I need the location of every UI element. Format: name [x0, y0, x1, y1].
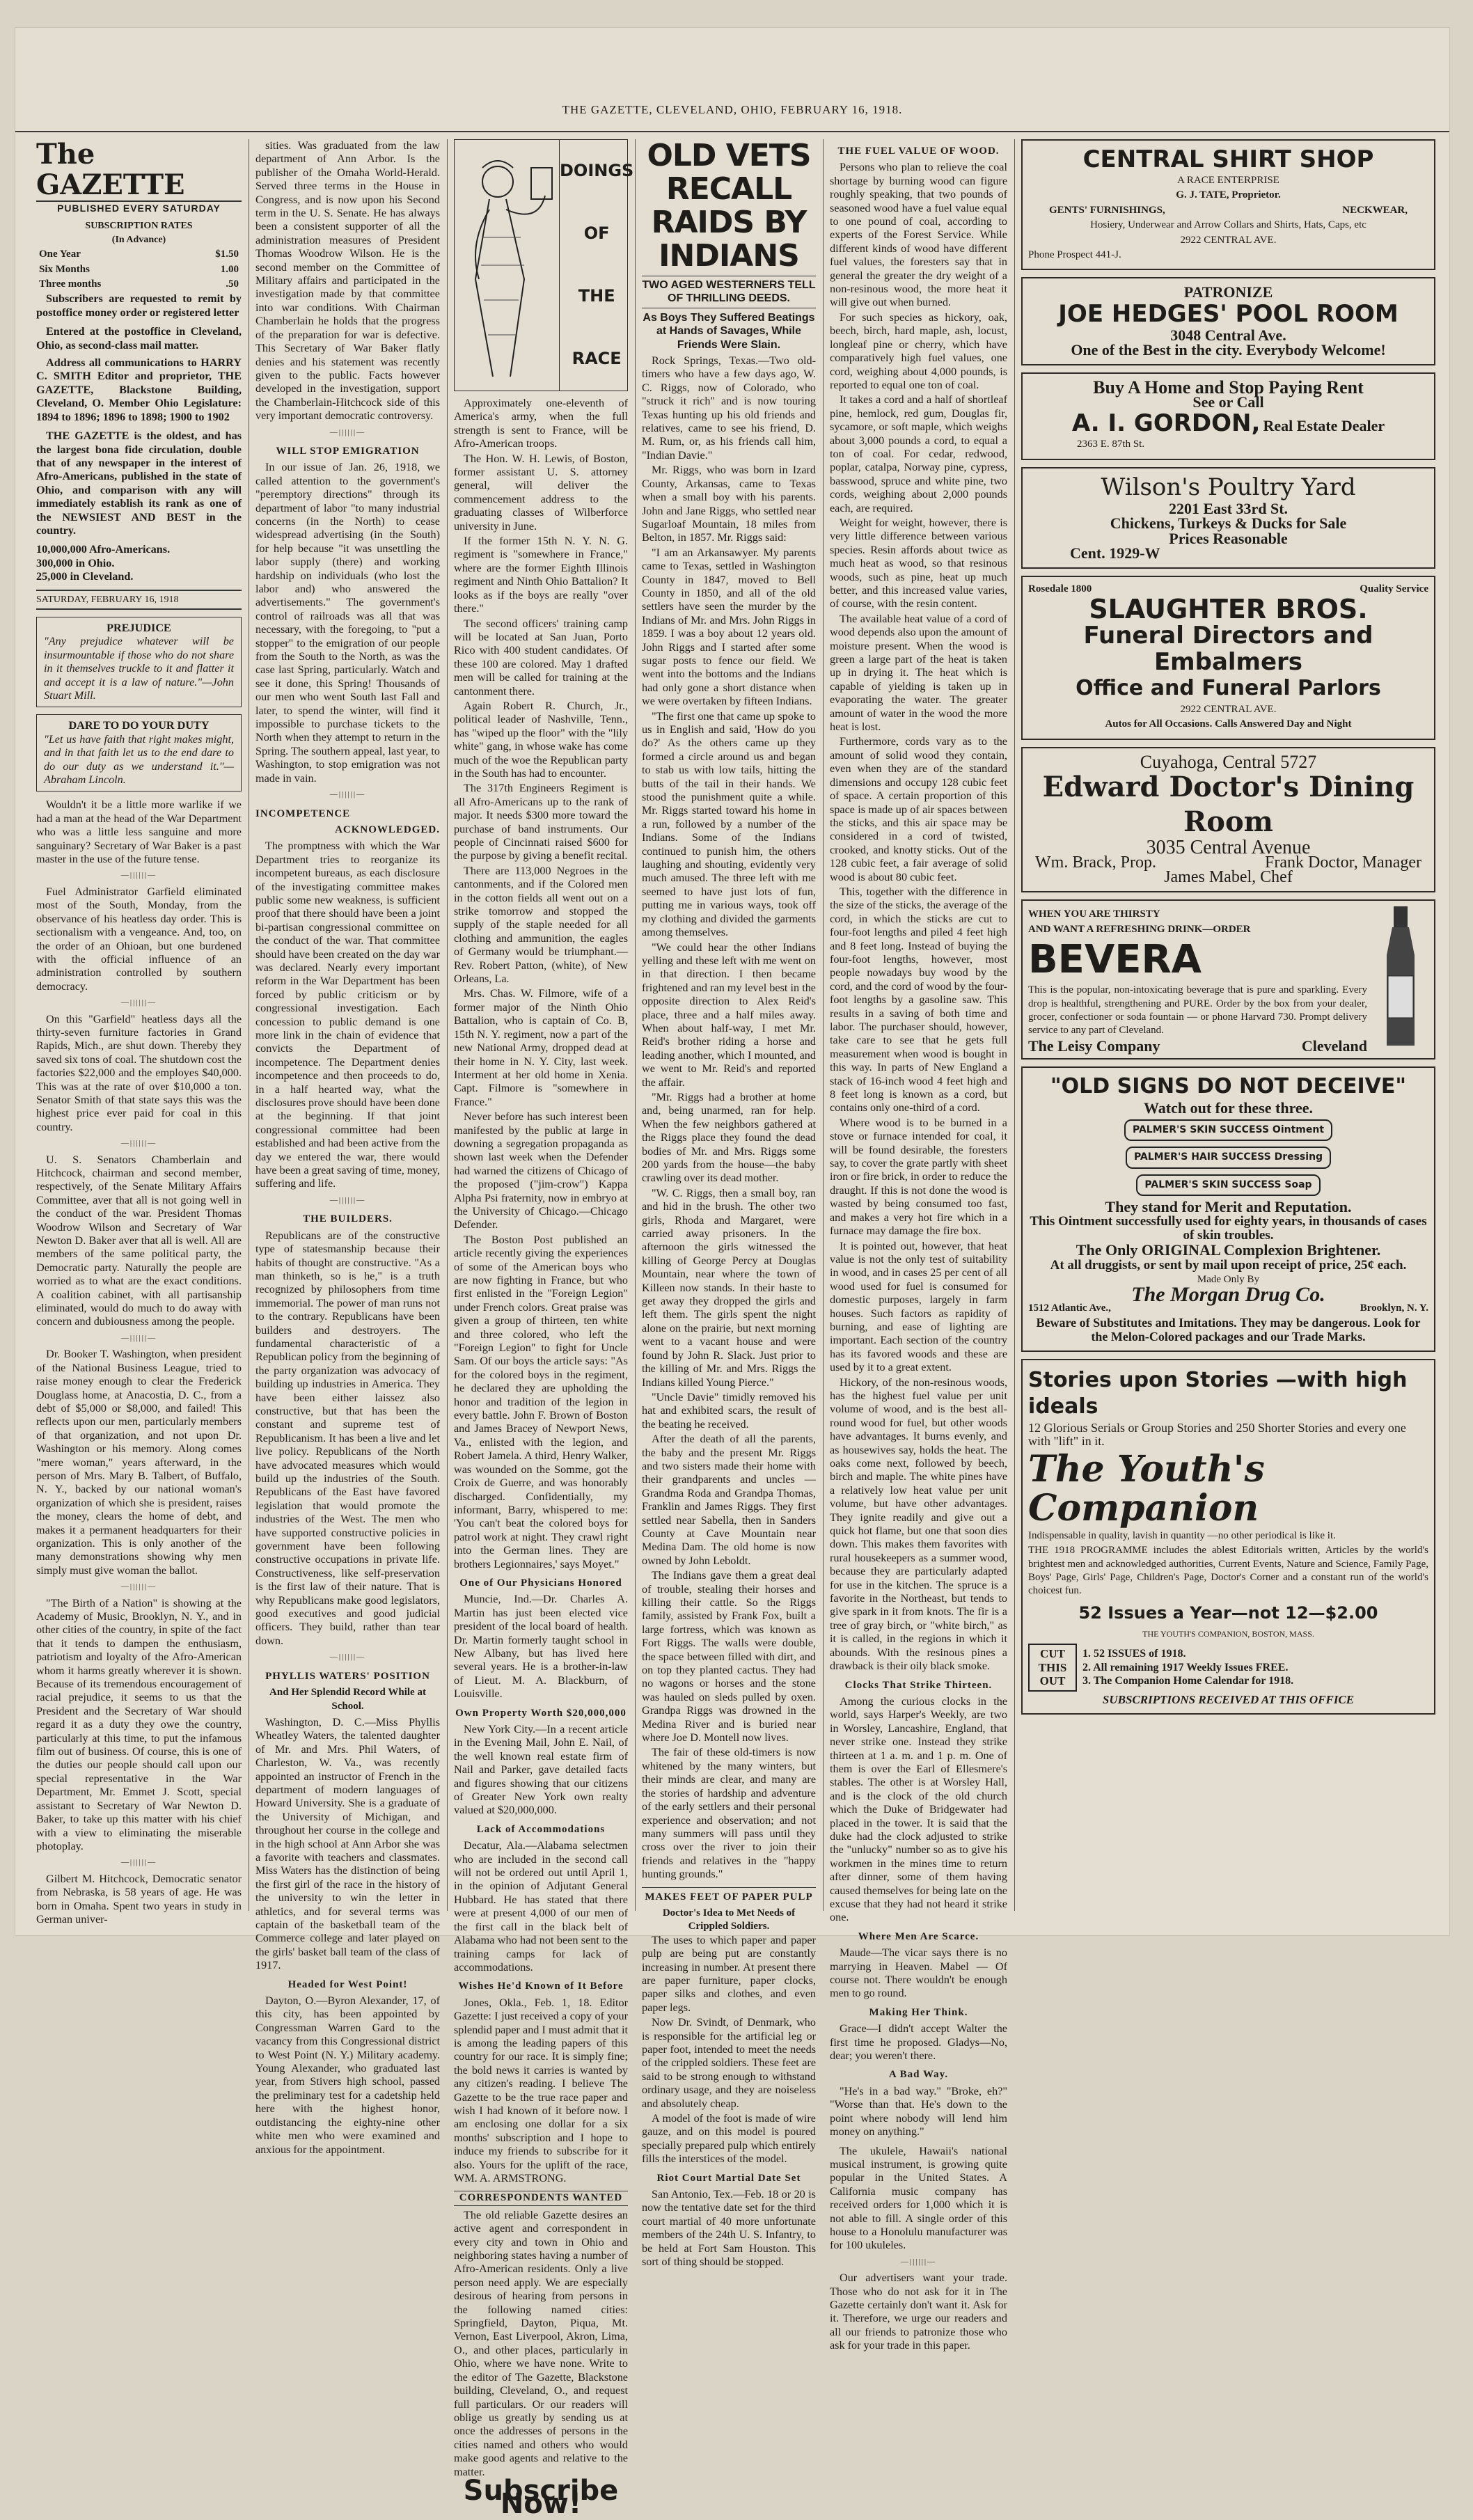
column-rule	[1014, 139, 1015, 1911]
youths-maker: THE YOUTH'S COMPANION, BOSTON, MASS.	[1142, 1628, 1314, 1639]
doctor-line: 3035 Central Avenue	[1146, 837, 1311, 859]
remit-notice: Subscribers are requested to remit by postoffice money order or registered letter	[36, 292, 242, 319]
palmers-products	[1028, 1117, 1428, 1199]
column-2	[255, 139, 440, 2156]
oldsigns-line: Beware of Substitutes and Imitations. They may be dangerous. Look for the Melon-Colored packages and our Trade Marks.	[1036, 1316, 1421, 1344]
youths-companion-ad	[1021, 1359, 1435, 1715]
wilson-line: 2201 East 33rd St.	[1168, 499, 1289, 517]
oldsigns-line: They stand for Merit and Reputation.	[1105, 1197, 1352, 1215]
prejudice-text: "Any prejudice whatever will be insurmountable if those who do not share in it themselves truckle to it and flatter it and accept it is a law of nature."—John Stuart Mill.	[44, 635, 234, 702]
doings-word: RACE	[572, 349, 622, 369]
oldvets-paragraph: The Indians gave them a great deal of trouble, stealing their horses and killing their cattle. So the Riggs family, assisted by Frank Fox, built a large fortress, which was known as Fort Riggs. The walls were double, the space between filled with dirt, and on top they planted cactus. They had no wagons or horses and the stone was hauled on sleds pulled by oxen. Grandpa Riggs was drowned in the Medina River and is buried near where Joe D. Montell now lives.	[642, 1569, 816, 1745]
edward-doctor-dining-ad	[1021, 747, 1435, 893]
correspondents-text: The old reliable Gazette desires an active agent and correspondent in every city and town in Ohio and neighboring states having a number of Afro-American residents. Only a live person need apply. We are especially desirous of hearing from persons in the following named cities: Springfield, Dayton, Piqua, Mt. Vernon, East Liverpool, Akron, Lima, O., and other places, particularly in Ohio, where we have none. Write to the editor of The Gazette, Blackstone building, Cleveland, O., and request full particulars. Or our readers will oblige us greatly by sending us at once the addresses of persons in the cities named and others who would make good agents and relative to the matter.	[454, 2208, 628, 2478]
figure-illustration	[455, 140, 560, 391]
central-line: Phone Prospect 441-J.	[1028, 249, 1121, 261]
oldvets-deck: As Boys They Suffered Beatings at Hands of Savages, While Friends Were Slain.	[643, 311, 815, 351]
column-rule	[447, 139, 448, 1911]
hedges-line: One of the Best in the city. Everybody Welcome!	[1071, 341, 1386, 359]
race-note: The second officers' training camp will be located at San Juan, Porto Rico with 400 student candidates. Of these 100 are colored. May 1 drafted men will be called for training at the cantonment there.	[454, 617, 628, 698]
race-note: Mrs. Chas. W. Filmore, wife of a former major of the Ninth Ohio Battalion, who is captain of Co. B, 15th N. Y. regiment, now a part of the new National Army, dropped dead at their home in N. Y. City, last week. Interment at her old home in Xenia. Capt. Filmore is "somewhere in France."	[454, 987, 628, 1108]
menscarce-title: Where Men Are Scarce.	[858, 1930, 979, 1942]
bottle-icon	[1373, 906, 1428, 1053]
issue-date: SATURDAY, FEBRUARY 16, 1918	[36, 590, 242, 610]
offer-item: 3. The Companion Home Calendar for 1918.	[1082, 1675, 1294, 1687]
physicians-text: Muncie, Ind.—Dr. Charles A. Martin has just been elected vice president of the local board of health. Dr. Martin formerly taught school in New Albany, but has lived here several years. He is a brother-in-law of Lieut. M. A. Blackburn, of Louisville.	[454, 1593, 628, 1701]
fuel-paragraph: This, together with the difference in the size of the sticks, the average of the cord, in which the sticks are cut to four-foot lengths and piled 4 feet high and 8 feet long. Instead of buying the four-foot lengths, however, most people nowadays buy wood by the cord, and the cord of wood by the four-foot lengths by a gasoline saw. This results in a saving of both time and labor. The purchaser should, however, take care to see that he gets full measurement when wood is bought in this way. In parts of New England a stack of 16-inch wood 4 feet high and 8 feet long is known as a cord, but contains only one-third of a cord.	[830, 885, 1007, 1115]
hedges-title: JOE HEDGES' POOL ROOM	[1058, 299, 1399, 328]
masthead-published: PUBLISHED EVERY SATURDAY	[57, 203, 221, 214]
race-note: Approximately one-eleventh of America's army, when the full strength is sent to France, will be Afro-American troops.	[454, 397, 628, 450]
column-rule	[635, 139, 636, 1911]
rates-table	[36, 246, 242, 292]
column-1	[36, 138, 242, 1926]
oldsigns-line: Made Only By	[1197, 1274, 1260, 1285]
bevera-line: WHEN YOU ARE THIRSTY	[1028, 908, 1160, 920]
duty-box	[36, 714, 242, 792]
stat-line: 25,000 in Cleveland.	[36, 570, 134, 583]
palmers-ointment: PALMER'S SKIN SUCCESS Ointment	[1124, 1119, 1332, 1141]
bevera-right: Cleveland	[1301, 1037, 1367, 1055]
doctor-right: Frank Doctor, Manager	[1265, 853, 1421, 872]
thinking-title: Making Her Think.	[869, 2006, 968, 2018]
bevera-text: This is the popular, non-intoxicating beverage that is pure and sparkling. Every drop is healthful, strengthening and PURE. Order by the box from your dealer, grocer, confectioner or soda fountain — or phone Harvard 730. Prompt delivery service to any part of Cleveland.	[1028, 984, 1367, 1037]
fuel-paragraph: Persons who plan to relieve the coal shortage by burning wood can figure roughly speaking, that two pounds of seasoned wood have a fuel value equal to one pound of coal, according to experts of the Forest Service. While different kinds of wood have different fuel values, the foresters say that in general the greater the dry weight of a non-resinous wood, the more heat it will give out when burned.	[830, 161, 1007, 309]
westpoint-title: Headed for West Point!	[287, 1978, 408, 1990]
rates-subheading: (In Advance)	[111, 234, 166, 245]
oldvets-paragraph: "I am an Arkansawyer. My parents came to Texas, settled in Washington County in 1847, moved to Bell County in 1850, and all of the old settlers have seen the murder by the Indians of Mr. and Mrs. John Riggs in 1859. I was a boy about 12 years old. John Riggs and I started after some sugar posts to fence our field. We went into the bottoms and the Indians had only gone a short distance when we were overtaken by fifteen Indians.	[642, 546, 816, 708]
separator: —||||||—	[120, 871, 157, 880]
slaughter-bros-ad	[1021, 576, 1435, 740]
editorial-paragraph: Dr. Booker T. Washington, when president of the National Business League, tried to raise money enough to clear the Frederick Douglass home, at Anacostia, D. C., from a debt of $5,000 or $8,000, and failed! This reflects upon our men, particularly members of that organization, and not upon Dr. Washington or his memory. Along comes "mere woman," years afterward, in the person of Mrs. Mary B. Talbert, of Buffalo, N. Y., backed by our national woman's organization of which she is president, raises the money, clears the home of debt, and makes it a permanent headquarters for their organization. This is only another of the many demonstrations showing why men simply must give woman the ballot.	[36, 1348, 242, 1577]
pulp-paragraph: A model of the foot is made of wire gauze, and on this model is poured specially prepared pulp which entirely fills the interstices of the model.	[642, 2112, 816, 2166]
gordon-role: Real Estate Dealer	[1263, 417, 1385, 435]
page-folio: THE GAZETTE, CLEVELAND, OHIO, FEBRUARY 16, 1918.	[15, 103, 1449, 132]
entered-notice: Entered at the postoffice in Cleveland, Ohio, as second-class mail matter.	[36, 325, 242, 352]
gordon-line: See or Call	[1192, 393, 1264, 411]
advertisers-paragraph: Our advertisers want your trade. Those who do not ask for it in The Gazette certainly don't want it. Ask for it. Therefore, we urge our readers and all our friends to patronize those who ask for your trade in this paper.	[830, 2271, 1007, 2352]
oldvets-paragraph: The fair of these old-timers is now whitened by the many winters, but their minds are clear, and many are the stories of hardship and adventure of the early settlers and their personal experience and observation; and not many summers will pass until they cross over the river to join their friends and relatives in the "happy hunting grounds."	[642, 1746, 816, 1881]
fuel-paragraph: It takes a cord and a half of shortleaf pine, hemlock, red gum, Douglas fir, sycamore, or soft maple, which weighs about 3,000 pounds a cord, to equal a ton of coal. For cedar, redwood, poplar, catalpa, Norway pine, cypress, basswood, spruce and white pine, two cords, weighing about 2,000 pounds each, are required.	[830, 393, 1007, 514]
column-rule	[823, 139, 824, 1911]
palmers-hair-dressing: PALMER'S HAIR SUCCESS Dressing	[1126, 1147, 1331, 1168]
oldvets-paragraph: "We could hear the other Indians yelling and these left with me went on in that direction. I then became frightened and ran my level best in the opposite direction to Alex Reid's place, three and a half miles away. When about half-way, I met Mr. Reid's brother riding a horse and leading another, which I mounted, and we went to Mr. Reid's and reported the affair.	[642, 940, 816, 1089]
bevera-body	[1028, 906, 1367, 1053]
offer-item: 1. 52 ISSUES of 1918.	[1082, 1648, 1186, 1660]
youths-title: The Youth's Companion	[1028, 1447, 1265, 1529]
physicians-title: One of Our Physicians Honored	[459, 1577, 622, 1589]
oldvets-paragraph: After the death of all the parents, the baby and the present Mr. Riggs and two sisters made their home with their grandparents and uncles — Grandma Roda and Grandpa Thomas, Franklin and James Riggs. They first settled near Sabella, then in Sanders County at Cave Mountain near Medina Dam. The old home is now owned by John Leboldt.	[642, 1433, 816, 1567]
doctor-title: Edward Doctor's Dining Room	[1042, 771, 1415, 839]
hedges-line: 3048 Central Ave.	[1170, 326, 1286, 344]
wilson-line: Chickens, Turkeys & Ducks for Sale	[1110, 514, 1347, 533]
editorial-paragraph: On this "Garfield" heatless days all the thirty-seven furniture factories in Grand Rapids, Mich., are shut down. Thereby they saved six tons of coal. The shutdown cost the factories $22,000 and the employes $40,000. This was at the rate of over $10,000 a ton. Senator Smith of that state says this was the highest price ever paid for coal in this country.	[36, 1012, 242, 1133]
bevera-row	[1028, 1039, 1367, 1053]
population-stats	[36, 543, 242, 583]
central-line: 2922 CENTRAL AVE.	[1180, 234, 1277, 246]
rate-value: 1.00	[220, 263, 239, 275]
oldsigns-right: Brooklyn, N. Y.	[1360, 1302, 1428, 1314]
oldsigns-line: This Ointment successfully used for eighty years, in thousands of cases of skin troubles.	[1030, 1214, 1427, 1243]
central-left: GENTS' FURNISHINGS,	[1049, 204, 1165, 216]
slaughter-line: Office and Funeral Parlors	[1076, 675, 1381, 700]
slaughter-left: Rosedale 1800	[1028, 583, 1092, 594]
subscribe-now-banner: Subscribe Now!	[463, 2474, 619, 2520]
youths-text: THE 1918 PROGRAMME includes the ablest Editorials written, Articles by the world's brightest men and acknowledged authorities, Current Events, Nature and Science, Family Page, Boys' Page, Girls' Page, Children's Page, Doctor's Corner and a constant run of the world's choicest fun.	[1028, 1545, 1428, 1597]
bevera-left: The Leisy Company	[1028, 1037, 1160, 1055]
separator: —||||||—	[120, 1858, 157, 1867]
pulp-paragraph: The uses to which paper and paper pulp are being put are constantly increasing in number. At present there are paper furniture, paper clocks, paper silks and clothes, and even paper legs.	[642, 1933, 816, 2014]
ads-column	[1021, 139, 1435, 1911]
clocks-title: Clocks That Strike Thirteen.	[844, 1679, 993, 1691]
bevera-line: AND WANT A REFRESHING DRINK—ORDER	[1028, 923, 1251, 935]
wilson-title: Wilson's Poultry Yard	[1101, 473, 1356, 501]
hedges-line: PATRONIZE	[1183, 283, 1273, 301]
wilson-line: Prices Reasonable	[1169, 529, 1288, 547]
oldsigns-line: Watch out for these three.	[1144, 1099, 1313, 1117]
editorial-paragraph: Wouldn't it be a little more warlike if we had a man at the head of the War Department who was a little less sanguine and more sanguinary? Secretary of War Baker is a past master in the use of the future tense.	[36, 798, 242, 866]
slaughter-line: 2922 CENTRAL AVE.	[1180, 703, 1277, 715]
fuel-paragraph: Hickory, of the non-resinous woods, has the highest fuel value per unit volume of wood, and is the best all-round wood for fuel, but other woods have advantages. It burns evenly, and as housewives say, holds the heat. The oaks come next, followed by beech, birch and maple. The white pines have a relatively low heat value per unit volume, but have other advantages. They ignite readily and give out a quick hot flame, but one that soon dies down. This makes them favorites with rural housekeepers as a summer wood, because they are particularly adapted for use in the kitchen. The spruce is a favorite in the Northeast, but tends to give spark in it from knots. The fir is a tree of gray birch, or "white birch," as it is called, in the regions in which it abounds. With the resinous pines a drawback is their oily black smoke.	[830, 1376, 1007, 1673]
oldvets-paragraph: Rock Springs, Texas.—Two old-timers who have a few days ago, W. C. Riggs, now of Colorado, who "struck it rich" and is now touring Texas hunting up his old friends and relatives, came to see his friend, D. M. Rum, or, as his friends call him, "Indian Davie."	[642, 354, 816, 462]
fuel-paragraph: The available heat value of a cord of wood depends also upon the amount of moisture present. When the wood is green a large part of the heat is taken up in drying it. The heat which is capable of yielding is taken up in evaporating the water. The greater amount of water in the wood the more heat is lost.	[830, 612, 1007, 734]
emigration-title: WILL STOP EMIGRATION	[276, 445, 420, 457]
gordon-name-row	[1028, 410, 1428, 436]
editorial-paragraph: "The Birth of a Nation" is showing at the Academy of Music, Brooklyn, N. Y., and in other cities of the country, in spite of the fact that it tends to dampen the enthusiasm, patriotism and loyalty of the Afro-American whom it harms greatly wherever it is shown. Because of its tremendous encouragement of racial prejudice, it seems to us that the President and the Secretary of War should regard it as a duty they owe the country, particularly at this time, to put the infamous film out of business. Of course, this is one of the duties our people should call upon our special representative in the War Department, Mr. Emmet J. Scott, special assistant to Secretary of War Newton D. Baker, to take up this matter with his chief with a view to eliminating the miserable photoplay.	[36, 1596, 242, 1852]
pulp-paragraph: Now Dr. Svindt, of Denmark, who is responsible for the artificial leg or paper foot, intended to meet the needs of the crippled soldiers. These feet are said to be strong enough to withstand ordinary usage, and they are noiseless and absolutely cheap.	[642, 2016, 816, 2110]
fuel-paragraph: It is pointed out, however, that heat value is not the only test of suitability in wood, and in cases 25 per cent of all wood used for fuel is consumed for domestic purposes, largely in farm houses. Such factors as rapidity of burning, and ease of lighting are important. Each section of the country has its favored woods and these are used by it to a great extent.	[830, 1239, 1007, 1374]
incompetence-text: The promptness with which the War Department tries to reorganize its incompetent bureaus, as each disclosure of the investigating committee makes public some new weakness, is sufficient proof that there should have been a joint bi-partisan congressional committee on the conduct of the war. That committee should have been created on the day war was declared. Nearly every important reform in the War Department has been forced by public criticism or by congressional investigation. Each concession to public demand is one more link in the chain of evidence that convicts the Department of incompetence. The Department denies incompetence and then proceeds to do, in a half hearted way, what the disclosures prove should have been done at the beginning. If that joint congressional committee had been established and had been active from the day we entered the war, there would have been a great saving of time, money, suffering and life.	[255, 840, 440, 1190]
wishes-text: Jones, Okla., Feb. 1, 18. Editor Gazette: I just received a copy of your splendid paper and I must admit that it is among the leading papers of this country for our race. It is simply fine; the bold news it carries is wanted by any citizen's reading. I believe The Gazette to be the true race paper and wish I had known of it before now. I am enclosing one dollar for a six months' subscription and I hope to induce my friends to subscribe for it also. Yours for the uplift of the race, WM. A. ARMSTRONG.	[454, 1996, 628, 2184]
editorial-paragraph: sities. Was graduated from the law department of Ann Arbor. Is the publisher of the Omaha World-Herald. Served three terms in the House in Congress, and is now upon his Second term in the U. S. Senate. He has always been a consistent supporter of all the administration measures of President Thomas Woodrow Wilson. He is the second member on the Committee of Military affairs and participated in the investigation made by that committee into war conditions. With Chairman Chamberlain he holds that the progress of the preparation for war is defective. This Secretary of War Baker flatly denies and his statement was recently given to the public. Facts however developed in the investigation, support the Chamberlain-Hitchcock side of this very important democratic controversy.	[255, 139, 440, 423]
doings-of-the-race-header	[454, 139, 634, 391]
rate-label: Three months	[39, 278, 102, 290]
clocks-text: Among the curious clocks in the world, says Harper's Weekly, are two in Worsley, Lancashire, England, that never strike one. Instead they strike thirteen at 1 a. m. and 1 p. m. One of them is over the Earl of Ellesmere's stables. The other is at Worsley Hall, and is the clock of the old church which the Duke of Bridgewater had placed in the tower. It is said that the duke had the clock adjusted to strike the "unlucky" number so as to give his workmen in the mines time to return after dinner, some of them having caused themselves for being late on the excuse that they had not heard it strike one.	[830, 1694, 1007, 1924]
doctor-line: Cuyahoga, Central 5727	[1140, 751, 1317, 772]
palmers-skin-success-ad	[1021, 1066, 1435, 1352]
stat-line: 10,000,000 Afro-Americans.	[36, 543, 171, 556]
rates-heading: SUBSCRIPTION RATES	[85, 221, 193, 232]
separator: —||||||—	[329, 427, 366, 436]
riot-text: San Antonio, Tex.—Feb. 18 or 20 is now the tentative date set for the third court martial of 40 more unfortunate members of the 24th U. S. Infantry, to be held at Fort Sam Houston. This sort of thing should be stopped.	[642, 2188, 816, 2269]
property-text: New York City.—In a recent article in the Evening Mail, John E. Nail, of the well known real estate firm of Nail and Parker, gave detailed facts and figures showing that our citizens of Greater New York own realty valued at $20,000,000.	[454, 1723, 628, 1817]
emigration-text: In our issue of Jan. 26, 1918, we called attention to the government's "peremptory directions" through its department of labor "to many industrial concerns (in the North) to cease widespread advertising (in the South) for help because "it was unsettling the labor supply (there) and working hardship on individuals (who lost the labor and) who answered the advertisements." The government's control of railroads was all that was necessary, with the foregoing, to "put a stopper" to the emigration of our people from the South to the North, as was the case last Spring, particularly. Watch and see it done, this Spring! Thousands of our men who went South last Fall and later, to spend the winter, will find it impossible to purchase tickets to the North when they attempt to return in the Spring. The southern appeal, last year, to Washington, to stop emigration was not made in vain.	[255, 461, 440, 785]
fuel-title: THE FUEL VALUE OF WOOD.	[837, 145, 1000, 157]
slaughter-line: Autos for All Occasions. Calls Answered Day and Night	[1105, 718, 1352, 730]
address-notice: Address all communications to HARRY C. SMITH Editor and proprietor, THE GAZETTE, Blackstone Building, Cleveland, O. Member Ohio Legislature: 1894 to 1896; 1896 to 1898; 1900 to 1902	[36, 356, 242, 423]
doctor-line: James Mabel, Chef	[1164, 867, 1293, 886]
separator: —||||||—	[329, 1195, 366, 1204]
masthead-title: The GAZETTE	[36, 139, 242, 202]
rate-value: .50	[226, 278, 239, 290]
fuel-paragraph: Furthermore, cords vary as to the amount of solid wood they contain, even when they are of the standard dimensions and occupy 128 cubic feet of space. A certain proportion of this space is made up of air spaces between the sticks, and this air space may be considered in a cord of twisted, crooked, and knotty sticks. Out of the 128 cubic feet, a fair average of solid wood is about 80 cubic feet.	[830, 735, 1007, 883]
stat-line: 300,000 in Ohio.	[36, 556, 115, 569]
gordon-line: Buy A Home and Stop Paying Rent	[1093, 377, 1364, 397]
pulp-subtitle: Doctor's Idea to Met Needs of Crippled Soldiers.	[662, 1907, 796, 1932]
central-shirt-shop-ad	[1021, 139, 1435, 270]
doings-word: DOINGS	[560, 161, 634, 181]
prejudice-box	[36, 617, 242, 707]
separator: —||||||—	[329, 1653, 366, 1662]
fuel-paragraph: Where wood is to be burned in a stove or furnace intended for coal, it will be found desirable, the foresters say, to cover the grate partly with sheet iron or fire brick, in order to reduce the draught. If this is not done the wood is wasted by being consumed too fast, and makes a very hot fire which in a furnace may damage the fire box.	[830, 1116, 1007, 1238]
correspondents-title: CORRESPONDENTS WANTED	[454, 2191, 628, 2205]
doings-word: OF	[583, 223, 610, 244]
waters-subtitle: And Her Splendid Record While at School.	[269, 1687, 426, 1712]
rate-label: Six Months	[39, 263, 90, 275]
riot-title: Riot Court Martial Date Set	[656, 2172, 801, 2184]
oldvets-paragraph: "The first one that came up spoke to us in English and said, 'How do you do?' As the others came up they formed a circle around us and began to stab us with low tails, hitting the butts of the tail in their hands. We stood the punishment quite a while. Mr. Riggs started toward his home in a run, followed by a number of the Indians. Some of the Indians continued to punish him, the others laughing and shouting, evidently very much amused. The three left with me seemed to have just lots of fun, putting me in various ways, took off my clothing and divided the garments among themselves.	[642, 709, 816, 939]
oldsigns-left: 1512 Atlantic Ave.,	[1028, 1302, 1111, 1314]
youths-line: 12 Glorious Serials or Group Stories and 250 Shorter Stories and every one with "lift" in it.	[1028, 1421, 1406, 1449]
youths-offer-list	[1082, 1647, 1293, 1687]
waters-title: PHYLLIS WATERS' POSITION	[265, 1670, 430, 1682]
rate-label: One Year	[39, 249, 81, 260]
builders-text: Republicans are of the constructive type of statesmanship because their habits of thought are constructive. "As a man thinketh, so is he," is a truth recognized by philosophers from time immemorial. The power of man runs not to the contrary. Republicans have been builders and destroyers. The fundamental characteristic of a Republican policy from the beginning of the party organization was advocacy of building up industries in America. They have been either laissez also constructive, but that has been the constant and supreme test of Republicanism. It has been a live and let live policy. Republicans of the North have advocated measures which would build up the industries of the South. Republicans of the East have favored legislation that would promote the industries of the West. The men who have supported constructive policies in government have been following constructive occupations in private life. Constructiveness, like self-preservation is the first law of their nature. That is why Republicans make good legislators, good executives and good judicial officers. They build, rather than tear down.	[255, 1229, 440, 1647]
oldsigns-title: "OLD SIGNS DO NOT DECEIVE"	[1050, 1074, 1406, 1099]
central-right: NECKWEAR,	[1342, 204, 1408, 216]
pulp-title: MAKES FEET OF PAPER PULP	[642, 1887, 816, 1904]
oldsigns-line: The Only ORIGINAL Complexion Brightener.	[1076, 1241, 1381, 1259]
separator: —||||||—	[120, 1139, 157, 1148]
column-3	[454, 139, 634, 2520]
oldvets-paragraph: "W. C. Riggs, then a small boy, ran and hid in the brush. The other two girls, Rhoda and Margaret, were carried away prisoners. In the afternoon the girls witnessed the killing of George Percy at Douglas Mountain, near where the town of Killeen now stands. In their haste to get away they dropped the girls and left them. The girls spent the night alone on the prairie, but next morning went to a vacant house and were found by John R. Slack. Just prior to the killing of Mr. and Mrs. Riggs the Indians killed Young Pierce."	[642, 1186, 816, 1389]
central-line: A RACE ENTERPRISE	[1177, 175, 1279, 186]
race-note: The 317th Engineers Regiment is all Afro-Americans up to the rank of major. It needs $300 more toward the purchase of band instruments. Our people of Cincinnati raised $600 for the purpose by giving a benefit recital.	[454, 782, 628, 863]
bevera-title: BEVERA	[1028, 937, 1202, 983]
separator: —||||||—	[120, 998, 157, 1007]
oldvets-deck: TWO AGED WESTERNERS TELL OF THRILLING DEEDS.	[642, 276, 816, 308]
badway-title: A Bad Way.	[888, 2069, 949, 2081]
cut-this-out-label: CUT THIS OUT	[1028, 1644, 1077, 1691]
bevera-ad	[1021, 899, 1435, 1060]
column-5	[830, 139, 1007, 2352]
prejudice-title: PREJUDICE	[107, 621, 171, 634]
badway-text: "He's in a bad way." "Broke, eh?" "Worse than that. He's down to the point where nobody will lend him money on anything."	[830, 2084, 1007, 2139]
doings-words	[560, 140, 633, 391]
youths-footer: SUBSCRIPTIONS RECEIVED AT THIS OFFICE	[1102, 1692, 1355, 1706]
offer-item: 2. All remaining 1917 Weekly Issues FREE.	[1082, 1661, 1289, 1674]
accommodations-title: Lack of Accommodations	[476, 1823, 606, 1835]
central-title: CENTRAL SHIRT SHOP	[1082, 145, 1374, 173]
slaughter-right: Quality Service	[1360, 583, 1428, 594]
editorial-paragraph: U. S. Senators Chamberlain and Hitchcock, chairman and second member, respectively, of the Senate Military Affairs Committee, aver that all is not going well in the conduct of the war. President Thomas Woodrow Wilson and Secretary of War Newton D. Baker aver that all is well. All are members of the same political party, the Democratic party. Naturally the people are worried as to what are the exact conditions. A coalition cabinet, with all partisanship eliminated, would do much to do away with concern and dubiousness among the people.	[36, 1153, 242, 1328]
waters-text: Washington, D. C.—Miss Phyllis Wheatley Waters, the talented daughter of Mr. and Mrs. Phil Waters, of Charleston, W. Va., was recently appointed an instructor of French in the department of modern languages of Howard University. She is a graduate of the University of Michigan, and throughout her course in the college and in the high school at Ann Arbor she was a favorite with teachers and classmates. Miss Waters has the distinction of being the first girl of the race in the history of the university to win the letter in athletics, and for several terms was captain of the basketball team of the Commerce college and later played on the girls' basket ball team of the class of 1917.	[255, 1715, 440, 1972]
oldest-notice: THE GAZETTE is the oldest, and has the largest bona fide circulation, double that of any newspaper in the interest of Afro-Americans, published in the state of Ohio, and comparison with any will immediately establish its rank as one of the NEWSIEST AND BEST in the country.	[36, 430, 242, 537]
separator: —||||||—	[900, 2257, 937, 2266]
slaughter-title: SLAUGHTER BROS.	[1089, 593, 1368, 624]
doings-word: THE	[578, 286, 615, 306]
ukulele-paragraph: The ukulele, Hawaii's national musical instrument, is growing quite popular in the United States. A California music company has received orders for 1,000 which it is not able to fill. A single order of this house to a Honolulu manufacturer was for 100 ukuleles.	[830, 2144, 1007, 2252]
gordon-addr: 2363 E. 87th St.	[1077, 439, 1145, 450]
slaughter-line: Funeral Directors and	[1083, 621, 1373, 649]
oldvets-headline: OLD VETS RECALL RAIDS BY INDIANS	[647, 138, 811, 274]
duty-text: "Let us have faith that right makes might, and in that faith let us to the end dare to do our duty as we understand it."—Abraham Lincoln.	[44, 732, 234, 787]
incompetence-subtitle: ACKNOWLEDGED.	[335, 824, 440, 835]
oldvets-paragraph: "Mr. Riggs had a brother at home and, being unarmed, ran for help. When the few neighbors gathered at the Riggs place they found the dead bodies of Mr. and Mrs. Riggs some 200 yards from the house—the baby crawling over its dead mother.	[642, 1090, 816, 1185]
thinking-text: Grace—I didn't accept Walter the first time he proposed. Gladys—No, dear; you weren't there.	[830, 2022, 1007, 2063]
separator: —||||||—	[329, 790, 366, 799]
gordon-name: A. I. GORDON,	[1071, 409, 1261, 438]
incompetence-title: INCOMPETENCE	[255, 808, 351, 819]
fuel-paragraph: For such species as hickory, oak, beech, birch, hard maple, ash, locust, longleaf pine or cherry, which have comparatively high fuel values, one cord, weighing about 4,000 pounds, is reported to equal one ton of coal.	[830, 310, 1007, 391]
morgan-drug-logo: The Morgan Drug Co.	[1131, 1283, 1325, 1307]
race-note: Again Robert R. Church, Jr., political leader of Nashville, Tenn., has "wiped up the floor" with the "lily white" gang, in whose wake has come much of the woe the Republican party in the South has had to encounter.	[454, 699, 628, 780]
separator: —||||||—	[120, 1582, 157, 1591]
wilson-poultry-ad	[1021, 467, 1435, 569]
oldsigns-line: At all druggists, or sent by mail upon receipt of price, 25¢ each.	[1050, 1257, 1407, 1273]
race-note: The Boston Post published an article recently giving the experiences of some of the American boys who are now fighting in France, but who first enlisted in the "Foreign Legion" under French colors. Great praise was given a group of thirteen, ten white and three colored, who left the "Foreign Legion" to fight for Uncle Sam. Of our boys the article says: "As for the colored boys in the regiment, he declared they are upholding the honor and tradition of the legion in every battle. John F. Brown of Boston and James Bracey of Newport News, Va., enlisted with the legion, and Robert Jamela. A third, Henry Walker, was wounded on the Somme, got the Croix de Guerre, and was honorably discharged. Confidentially, my informant, Barry, whispered to me: 'You can't beat the colored boys for patrol work at night. They crawl right into the German lines. They are brothers Legionnaires,' says Moyet."	[454, 1233, 628, 1570]
doctor-left: Wm. Brack, Prop.	[1035, 853, 1156, 872]
newspaper-page	[15, 28, 1449, 2520]
race-note: The Hon. W. H. Lewis, of Boston, former assistant U. S. attorney general, will deliver the commencement address to the graduating classes of Wilberforce university in June.	[454, 452, 628, 533]
youths-price: 52 Issues a Year—not 12—$2.00	[1078, 1602, 1378, 1623]
youths-line: Stories upon Stories —with high ideals	[1028, 1368, 1408, 1419]
menscarce-text: Maude—The vicar says there is no marrying in Heaven. Mabel — Of course not. There wouldn't be enough men to go round.	[830, 1946, 1007, 2000]
oldvets-paragraph: "Uncle Davie" timidly removed his hat and exhibited scars, the result of the beating he received.	[642, 1390, 816, 1431]
palmers-soap: PALMER'S SKIN SUCCESS Soap	[1136, 1174, 1320, 1196]
hedges-pool-room-ad	[1021, 277, 1435, 365]
race-note: Never before has such interest been manifested by the public at large in downing a segregation propaganda as shown last week when the Defender had warned the citizens of Chicago of the proposed ("jim-crow") Kappa Alpha Psi fraternity, now in embryo at the University of Chicago.—Chicago Defender.	[454, 1110, 628, 1231]
property-title: Own Property Worth $20,000,000	[455, 1707, 627, 1719]
builders-title: THE BUILDERS.	[303, 1213, 393, 1225]
oldvets-paragraph: Mr. Riggs, who was born in Izard County, Arkansas, came to Texas when a small boy with his parents. John and Jane Riggs, who settled near Sugarloaf Mountain, 18 miles from Belton, in 1857. Mr. Riggs said:	[642, 464, 816, 544]
wilson-line: Cent. 1929-W	[1070, 544, 1160, 562]
wishes-title: Wishes He'd Known of It Before	[458, 1980, 624, 1992]
race-figure-icon	[455, 140, 559, 391]
rate-row	[38, 278, 240, 291]
central-line: Hosiery, Underwear and Arrow Collars and Shirts, Hats, Caps, etc	[1090, 219, 1366, 231]
fuel-paragraph: Weight for weight, however, there is very little difference between various species. Resin affords about twice as much heat as wood, so that resinous woods, such as pine, heat up much better, and this increased value varies, of course, with the resin content.	[830, 516, 1007, 611]
duty-title: DARE TO DO YOUR DUTY	[68, 719, 210, 732]
central-row	[1028, 204, 1428, 217]
separator: —||||||—	[120, 1333, 157, 1342]
column-4	[642, 138, 816, 2269]
rate-value: $1.50	[215, 249, 239, 260]
rate-row	[38, 248, 240, 261]
race-note: If the former 15th N. Y. N. G. regiment is "somewhere in France," where are the former Eighth Illinois regiment and Ninth Ohio Battalion? It looks as if the boys are really "over there."	[454, 535, 628, 615]
editorial-paragraph: Gilbert M. Hitchcock, Democratic senator from Nebraska, is 58 years of age. He was born in Omaha. Spent two years in study in German univer-	[36, 1872, 242, 1926]
rate-row	[38, 263, 240, 276]
youths-line: Indispensable in quality, lavish in quantity —no other periodical is like it.	[1028, 1529, 1336, 1541]
westpoint-text: Dayton, O.—Byron Alexander, 17, of this city, has been appointed by Congressman Warren Gard to the vacancy from this Congressional district to West Point (N. Y.) Military academy. Young Alexander, who graduated last year, from Stivers high school, passed the preliminary test for a cadetship held here with the highest honor, outdistancing the eighty-nine other white men who were examined and anxious for the appointment.	[255, 1994, 440, 2156]
gordon-real-estate-ad	[1021, 372, 1435, 460]
editorial-paragraph: Fuel Administrator Garfield eliminated most of the South, Monday, from the observance of his heatless day order. This is sectionalism with a vengeance. And, too, on the order of an Ohioan, but one burdened with the official influence of an administration controlled by southern democracy.	[36, 885, 242, 993]
accommodations-text: Decatur, Ala.—Alabama selectmen who are included in the second call will not be ordered out until April 1, in the opinion of Adjutant General Hubbard. He has stated that there were at present 4,000 of our men of the first call in the black belt of Alabama who had not been sent to the training camps for lack of accommodations.	[454, 1839, 628, 1974]
central-line: G. J. TATE, Proprietor.	[1176, 189, 1281, 201]
race-note: There are 113,000 Negroes in the cantonments, and if the Colored men in the cotton fields all went out on a strike tomorrow and stopped the supply of the staple needed for all clothing and ammunition, the eagles of Germany would be triumphant.—Rev. Robert Patton, (white), of New Orleans, La.	[454, 864, 628, 986]
slaughter-line: Embalmers	[1153, 647, 1303, 676]
youths-offer	[1028, 1644, 1428, 1691]
